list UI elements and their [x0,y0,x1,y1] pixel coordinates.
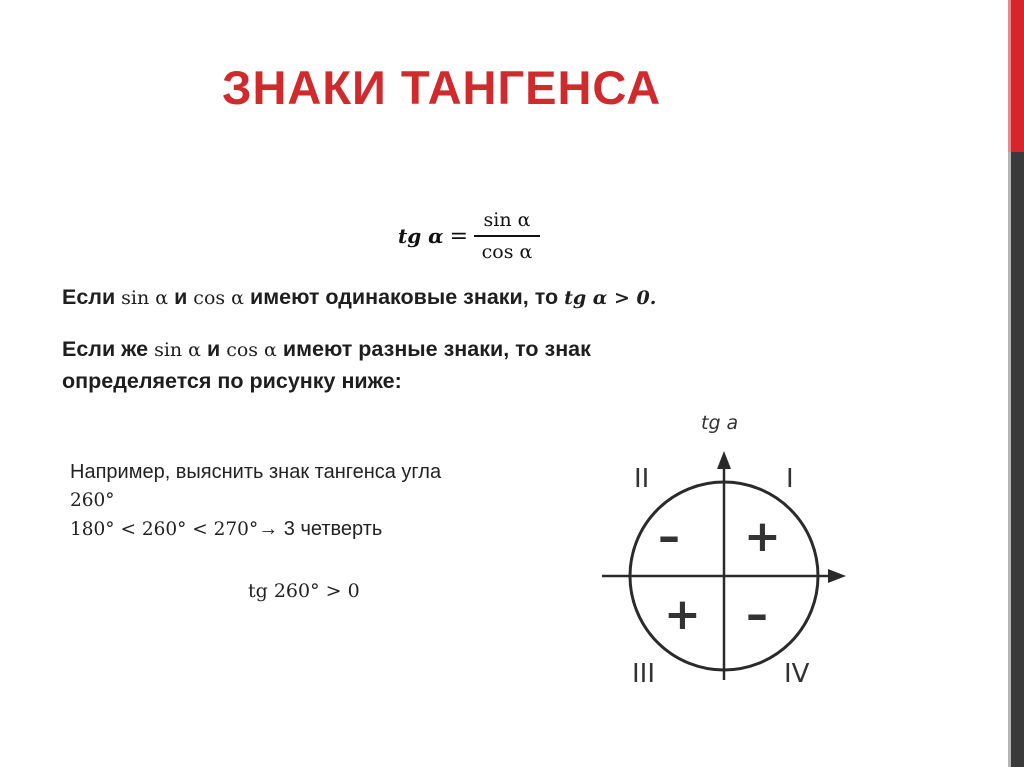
quadrant-sign-iii: + [664,589,701,640]
rule-same-sin: sin α [121,287,169,309]
rule-same-cos: cos α [193,287,244,309]
quadrant-numeral-iii: III [632,659,656,689]
quadrant-numeral-ii: II [634,464,650,494]
rule-diff-sin: sin α [154,339,201,361]
example-arrow: → [258,518,279,540]
formula-denominator: cos α [481,240,533,263]
rule-diff-conj: и [206,337,221,361]
rule-different-signs [62,334,591,397]
quadrant-sign-ii: – [658,511,680,562]
quadrant-numeral-i: I [786,464,794,494]
horizontal-axis-arrow [828,569,846,583]
example-block [70,458,441,544]
edge-accent-red [1011,0,1024,152]
rule-diff-lead: Если же [62,337,149,361]
tangent-formula [398,200,540,272]
axis-label-tg: tg a [701,412,739,434]
formula-fraction [474,209,540,263]
vertical-axis-arrow [717,451,731,469]
rule-diff-cos: cos α [226,339,277,361]
formula-equals: = [449,223,469,249]
rule-diff-tail: имеют разные знаки, то знак [282,337,591,361]
rule-same-signs [62,282,656,314]
example-result: tg 260° > 0 [248,580,360,602]
rule-same-lead: Если [62,285,116,309]
fraction-bar [474,235,540,237]
rule-same-conj: и [174,285,188,309]
formula-lhs: tg α [398,224,444,248]
example-range: 180° < 260° < 270° [70,519,259,540]
tangent-sign-diagram [600,405,860,695]
slide-edge-bar [1011,0,1024,767]
slide-title: ЗНАКИ ТАНГЕНСА [222,61,662,114]
formula-numerator: sin α [483,209,531,232]
quadrant-numeral-iv: IV [784,659,810,689]
example-line1: Например, выяснить знак тангенса угла [70,461,442,483]
quadrant-sign-iv: – [746,589,768,640]
rule-same-result: tg α > 0. [564,287,657,309]
rule-same-tail: имеют одинаковые знаки, то [249,285,559,309]
rule-diff-line2: определяется по рисунку ниже: [62,369,402,393]
example-quarter: 3 четверть [283,518,383,540]
quadrant-sign-i: + [744,511,781,562]
edge-accent-gray [1011,152,1024,767]
example-angle: 260° [70,490,115,511]
